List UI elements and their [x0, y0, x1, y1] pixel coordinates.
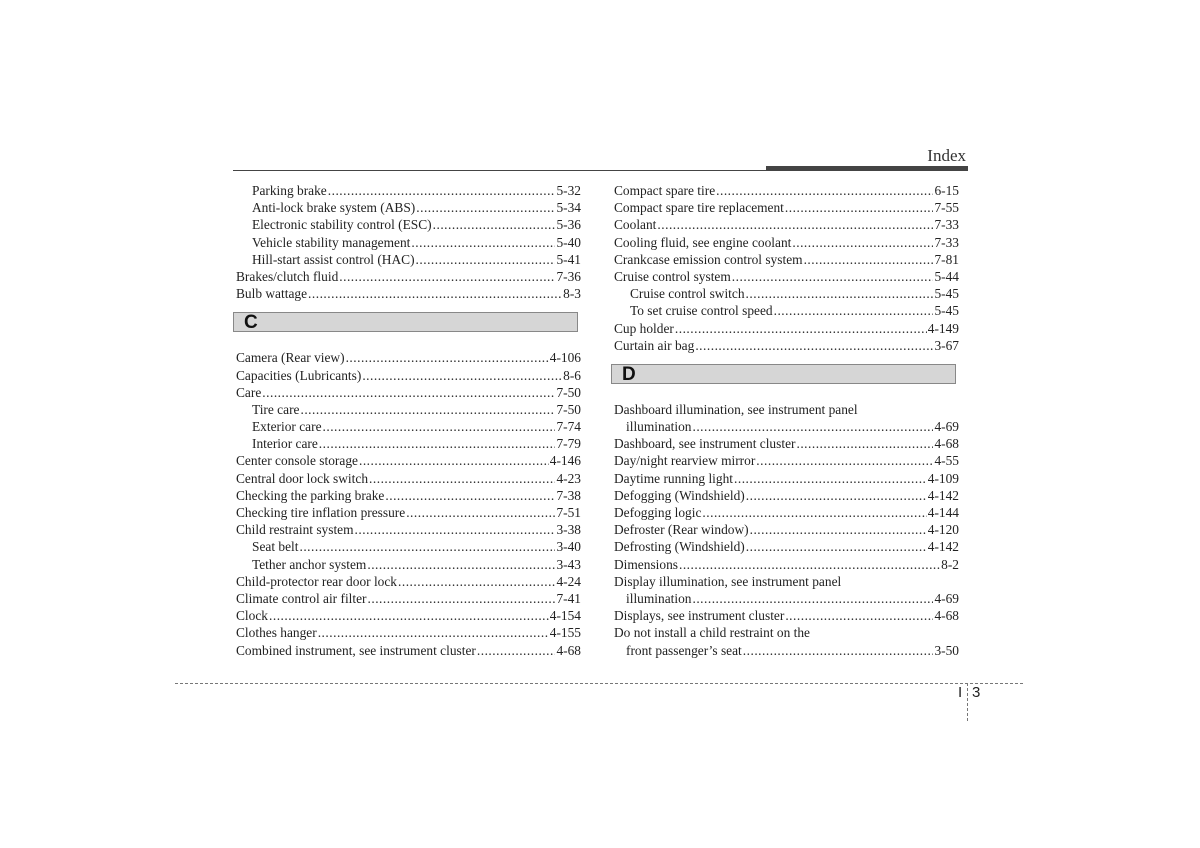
leader-dots — [367, 556, 555, 573]
index-entry-label: Dashboard, see instrument cluster — [614, 436, 796, 452]
index-entry-label: Display illumination, see instrument panel — [614, 573, 842, 589]
index-entry-page: 4-144 — [927, 505, 959, 520]
leader-dots — [323, 418, 556, 435]
leader-dots — [657, 216, 933, 233]
leader-dots — [692, 590, 933, 607]
leader-dots — [692, 418, 933, 435]
index-entry-label: Anti-lock brake system (ABS) — [252, 200, 416, 216]
index-entry-page: 7-55 — [934, 200, 959, 216]
index-entry-label: Dimensions — [614, 556, 678, 572]
index-entry-page: 3-50 — [934, 642, 959, 658]
index-entry-label: Electronic stability control (ESC) — [252, 217, 432, 233]
leader-dots — [355, 521, 556, 538]
section-header-d: D — [611, 364, 956, 384]
leader-dots — [299, 538, 555, 555]
index-entry-page: 4-55 — [934, 453, 959, 469]
index-entry-page: 4-24 — [556, 573, 581, 589]
index-entry-label: illumination — [626, 590, 692, 606]
index-entry-page: 4-142 — [927, 487, 959, 503]
leader-dots — [804, 251, 934, 268]
leader-dots — [785, 199, 934, 216]
index-entry-label: Seat belt — [252, 539, 299, 555]
index-entry-page: 5-40 — [556, 234, 581, 250]
index-entry-page: 7-74 — [556, 419, 581, 435]
leader-dots — [398, 573, 555, 590]
index-entry — [614, 624, 959, 641]
index-entry-label: Tether anchor system — [252, 556, 367, 572]
section-header-c: C — [233, 312, 578, 332]
index-entry — [236, 234, 581, 251]
index-entry — [236, 367, 581, 384]
index-entry-page: 4-149 — [927, 320, 959, 336]
index-entry-label: Center console storage — [236, 453, 358, 469]
index-entry-label: Hill-start assist control (HAC) — [252, 251, 415, 267]
index-entry-label: Central door lock switch — [236, 470, 369, 486]
leader-dots — [318, 624, 549, 641]
index-entry-page: 7-36 — [556, 268, 581, 284]
leader-dots — [319, 435, 556, 452]
leader-dots — [477, 642, 556, 659]
index-entry-page: 5-45 — [934, 303, 959, 319]
leader-dots — [269, 607, 549, 624]
leader-dots — [359, 452, 549, 469]
leader-dots — [346, 349, 549, 366]
index-entry-page: 5-45 — [934, 286, 959, 302]
index-entry — [614, 234, 959, 251]
index-entry — [236, 199, 581, 216]
index-entry-page: 7-33 — [934, 234, 959, 250]
leader-dots — [756, 452, 933, 469]
index-entry — [614, 268, 959, 285]
index-entry-label: Cup holder — [614, 320, 674, 336]
index-entry-page: 8-2 — [941, 556, 959, 572]
index-entry-page: 4-69 — [934, 590, 959, 606]
index-entry-page: 5-41 — [556, 251, 581, 267]
index-entry — [614, 401, 959, 418]
index-entry — [236, 349, 581, 366]
leader-dots — [411, 234, 555, 251]
index-entry-page: 7-51 — [556, 505, 581, 520]
index-entry — [236, 216, 581, 233]
index-entry-label: Capacities (Lubricants) — [236, 367, 362, 383]
footer-vertical-divider — [967, 683, 968, 721]
index-entry — [614, 216, 959, 233]
index-entry-page: 4-109 — [927, 470, 959, 486]
index-entry-page: 7-81 — [934, 251, 959, 267]
index-entry-label: Exterior care — [252, 419, 322, 435]
index-entry-label: Compact spare tire — [614, 183, 716, 198]
index-entry — [614, 199, 959, 216]
index-entry-label: Crankcase emission control system — [614, 251, 803, 267]
index-entry-label: To set cruise control speed — [630, 303, 773, 319]
leader-dots — [433, 216, 556, 233]
index-entry-label: Displays, see instrument cluster — [614, 608, 785, 624]
index-entry-page: 7-38 — [556, 487, 581, 503]
index-entry — [614, 573, 959, 590]
index-entry — [614, 452, 959, 469]
index-entry-page: 7-50 — [556, 401, 581, 417]
leader-dots — [746, 487, 927, 504]
index-entry-label: Parking brake — [252, 183, 327, 198]
leader-dots — [416, 199, 555, 216]
index-entry-label: Care — [236, 384, 262, 400]
index-entry-page: 6-15 — [934, 183, 959, 198]
index-entry-label: Tire care — [252, 401, 300, 417]
leader-dots — [339, 268, 555, 285]
leader-dots — [702, 504, 926, 521]
index-entry-label: Day/night rearview mirror — [614, 453, 756, 469]
leader-dots — [743, 642, 934, 659]
index-entry-page: 3-38 — [556, 522, 581, 538]
index-entry-label: Combined instrument, see instrument cluster — [236, 642, 476, 658]
index-entry-label: Child restraint system — [236, 522, 354, 538]
index-entry — [614, 590, 959, 607]
index-entry — [236, 470, 581, 487]
index-entry — [614, 337, 959, 354]
index-entry — [236, 624, 581, 641]
index-entry-page: 4-68 — [934, 608, 959, 624]
index-entry-label: Defroster (Rear window) — [614, 522, 749, 538]
index-entry-page: 4-68 — [934, 436, 959, 452]
index-entry — [236, 607, 581, 624]
page-header-title: Index — [927, 146, 966, 165]
index-entry-page: 4-120 — [927, 522, 959, 538]
index-entry-page: 4-155 — [549, 625, 581, 641]
leader-dots — [774, 302, 934, 319]
index-list-c — [236, 349, 581, 658]
index-entry-label: Curtain air bag — [614, 337, 695, 353]
leader-dots — [368, 590, 556, 607]
index-entry-page: 8-6 — [563, 367, 581, 383]
index-entry — [614, 470, 959, 487]
index-entry-page: 5-36 — [556, 217, 581, 233]
leader-dots — [695, 337, 933, 354]
footer-page-number: 3 — [972, 684, 981, 701]
leader-dots — [734, 470, 927, 487]
leader-dots — [750, 521, 927, 538]
leader-dots — [675, 320, 927, 337]
leader-dots — [792, 234, 933, 251]
index-entry-page: 4-106 — [549, 350, 581, 366]
index-entry-page: 3-40 — [556, 539, 581, 555]
header-accent-bar — [766, 166, 968, 171]
leader-dots — [406, 504, 555, 521]
index-entry-page: 4-23 — [556, 470, 581, 486]
index-entry — [614, 435, 959, 452]
index-entry-page: 7-41 — [556, 590, 581, 606]
index-entry — [614, 182, 959, 199]
index-entry — [236, 435, 581, 452]
index-entry-label: Clothes hanger — [236, 625, 317, 641]
index-entry-label: Coolant — [614, 217, 657, 233]
index-entry — [236, 504, 581, 521]
index-entry — [236, 251, 581, 268]
index-column-left — [236, 182, 581, 659]
index-entry-page: 4-69 — [934, 419, 959, 435]
index-list-b-continued — [236, 182, 581, 302]
index-entry — [614, 521, 959, 538]
index-entry — [236, 268, 581, 285]
index-entry-label: Vehicle stability management — [252, 234, 411, 250]
index-entry-page: 3-67 — [934, 337, 959, 353]
index-entry — [236, 418, 581, 435]
index-entry-page: 5-34 — [556, 200, 581, 216]
index-entry — [614, 607, 959, 624]
index-entry — [236, 401, 581, 418]
index-entry — [236, 642, 581, 659]
index-entry-label: Compact spare tire replacement — [614, 200, 784, 216]
index-entry-label: Interior care — [252, 436, 318, 452]
index-entry — [614, 285, 959, 302]
index-entry-page: 7-50 — [556, 384, 581, 400]
index-entry — [614, 320, 959, 337]
index-entry-page: 4-146 — [549, 453, 581, 469]
index-entry — [236, 556, 581, 573]
index-entry-page: 3-43 — [556, 556, 581, 572]
leader-dots — [369, 470, 555, 487]
index-entry-label: Defogging logic — [614, 505, 702, 520]
index-entry-label: Checking the parking brake — [236, 487, 385, 503]
index-list-c-continued — [614, 182, 959, 354]
leader-dots — [362, 367, 562, 384]
index-entry-label: Do not install a child restraint on the — [614, 625, 810, 641]
index-entry — [236, 384, 581, 401]
index-entry-label: Checking tire inflation pressure — [236, 505, 406, 520]
index-entry-label: illumination — [626, 419, 692, 435]
leader-dots — [416, 251, 556, 268]
leader-dots — [385, 487, 555, 504]
index-entry-label: Cruise control system — [614, 268, 731, 284]
leader-dots — [746, 285, 934, 302]
index-entry-page: 7-79 — [556, 436, 581, 452]
index-entry-page: 5-44 — [934, 268, 959, 284]
index-entry — [614, 251, 959, 268]
index-entry — [236, 521, 581, 538]
leader-dots — [796, 435, 933, 452]
index-list-d — [614, 401, 959, 659]
index-entry-label: Cooling fluid, see engine coolant — [614, 234, 792, 250]
leader-dots — [328, 182, 556, 199]
index-entry-label: Climate control air filter — [236, 590, 367, 606]
index-entry — [236, 182, 581, 199]
index-entry — [236, 573, 581, 590]
index-entry-label: front passenger’s seat — [626, 642, 742, 658]
index-entry-label: Cruise control switch — [630, 286, 745, 302]
leader-dots — [308, 285, 562, 302]
leader-dots — [732, 268, 934, 285]
index-entry — [614, 487, 959, 504]
index-entry-page: 4-154 — [549, 608, 581, 624]
index-entry-label: Daytime running light — [614, 470, 734, 486]
index-entry-page: 7-33 — [934, 217, 959, 233]
index-entry-label: Defrosting (Windshield) — [614, 539, 745, 555]
footer-section-label: I — [958, 684, 963, 701]
index-entry-label: Defogging (Windshield) — [614, 487, 745, 503]
index-entry — [236, 538, 581, 555]
index-entry-page: 5-32 — [556, 183, 581, 198]
index-entry — [614, 418, 959, 435]
index-entry-page: 4-142 — [927, 539, 959, 555]
leader-dots — [746, 538, 927, 555]
index-entry-page: 4-68 — [556, 642, 581, 658]
index-entry — [614, 538, 959, 555]
index-entry-label: Bulb wattage — [236, 286, 308, 302]
index-entry — [236, 487, 581, 504]
index-entry — [614, 504, 959, 521]
index-entry — [614, 302, 959, 319]
leader-dots — [300, 401, 555, 418]
index-entry — [236, 285, 581, 302]
index-column-right — [614, 182, 959, 659]
footer-divider — [175, 683, 1023, 684]
leader-dots — [679, 556, 940, 573]
index-entry-label: Clock — [236, 608, 268, 624]
index-entry-label: Dashboard illumination, see instrument panel — [614, 401, 858, 417]
leader-dots — [262, 384, 555, 401]
leader-dots — [785, 607, 933, 624]
index-entry — [614, 642, 959, 659]
leader-dots — [716, 182, 933, 199]
index-entry-page: 8-3 — [563, 286, 581, 302]
index-entry — [236, 452, 581, 469]
index-entry — [614, 556, 959, 573]
index-entry-label: Brakes/clutch fluid — [236, 268, 339, 284]
index-entry — [236, 590, 581, 607]
index-entry-label: Child-protector rear door lock — [236, 573, 398, 589]
index-entry-label: Camera (Rear view) — [236, 350, 345, 366]
